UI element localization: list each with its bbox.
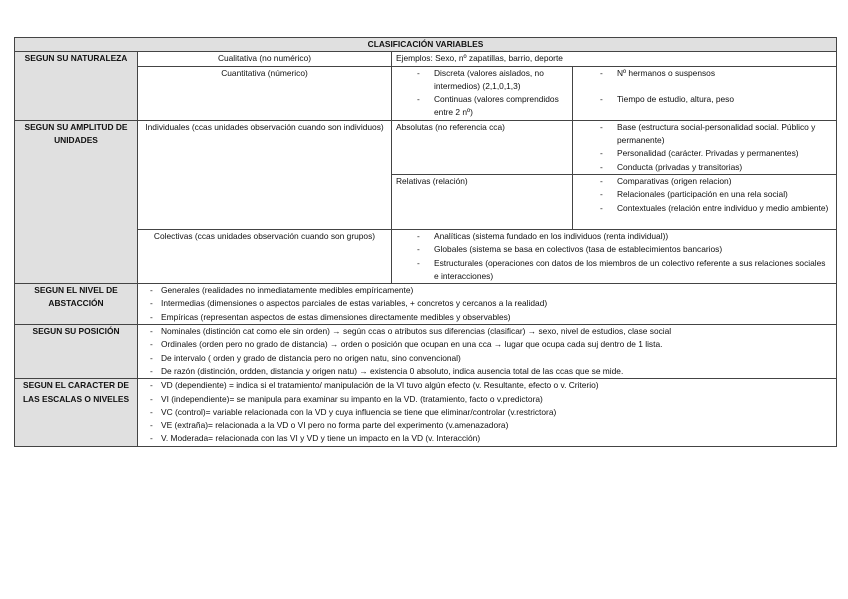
list-item: - Personalidad (carácter. Privadas y permanentes) [577,147,832,160]
list-item: - De intervalo ( orden y grado de distancia pero no origen natu, sino convencional) [142,352,832,365]
list-item: - Nominales (distinción cat como ele sin orden) → según ccas o atributos sus diferencias (clasificar) → sexo, nivel de estudios, clase social [142,325,832,338]
colectivas-list [392,229,837,283]
cuantitativa-examples [573,66,837,120]
list-item: - Empíricas (representan aspectos de estas dimensiones directamente medibles y observables) [142,311,832,324]
list-item: - Conducta (privadas y transitorias) [577,161,832,174]
row-header-caracter: SEGUN EL CARACTER DE LAS ESCALAS O NIVELES [15,379,138,446]
list-item: - De razón (distinción, ordden, distancia y origen natu) → existencia 0 absoluto, indica ausencia total de las ccas que se mide. [142,365,832,378]
row-header-nivel: SEGUN EL NIVEL DE ABSTACCIÓN [15,284,138,325]
list-item: - Generales (realidades no inmediatamente medibles empíricamente) [142,284,832,297]
posicion-list [138,325,837,379]
nivel-list [138,284,837,325]
list-item: - Base (estructura social-personalidad social. Público y permanente) [577,121,832,148]
absolutas-list [573,120,837,174]
list-item: - Nº hermanos o suspensos [577,67,832,80]
list-item: - Continuas (valores comprendidos entre 2 nº) [396,93,568,120]
absolutas-cell: Absolutas (no referencia cca) [392,120,573,174]
caracter-list [138,379,837,446]
table-title: CLASIFICACIÓN VARIABLES [15,38,837,52]
list-item: - Contextuales (relación entre individuo y medio ambiente) [577,202,832,215]
classification-table [14,37,837,447]
list-item: - Globales (sistema se basa en colectivos (tasa de establecimientos bancarios) [396,243,832,256]
list-item: - Discreta (valores aislados, no intermedios) (2,1,0,1,3) [396,67,568,94]
relativas-cell: Relativas (relación) [392,174,573,229]
cualitativa-examples: Ejemplos: Sexo, nº zapatillas, barrio, deporte [392,52,837,66]
list-item: - V. Moderada= relacionada con las VI y VD y tiene un impacto en la VD (v. Interacción) [142,432,832,445]
list-item: - VC (control)= variable relacionada con la VD y cuya influencia se tiene que eliminar/controlar (v.restrictora) [142,406,832,419]
list-item: - Intermedias (dimensiones o aspectos parciales de estas variables, + concretos y cercanos a la realidad) [142,297,832,310]
list-item: - Relacionales (participación en una rela social) [577,188,832,201]
list-item: - Analíticas (sistema fundado en los individuos (renta individual)) [396,230,832,243]
cualitativa-cell: Cualitativa (no numérico) [138,52,392,66]
row-header-posicion: SEGUN SU POSICIÓN [15,325,138,379]
list-item: - Comparativas (origen relacion) [577,175,832,188]
list-item: - Ordinales (orden pero no grado de distancia) → orden o posición que ocupan en una cca → lugar que ocupa cada suj dentro de 1 lista. [142,338,832,351]
row-header-naturaleza: SEGUN SU NATURALEZA [15,52,138,120]
list-item: - Estructurales (operaciones con datos de los miembros de un colectivo referente a sus relaciones sociales e interacciones) [396,257,832,284]
row-header-amplitud: SEGUN SU AMPLITUD DE UNIDADES [15,120,138,283]
list-item: - VD (dependiente) = indica si el tratamiento/ manipulación de la VI tuvo algún efecto (v. Resultante, efecto o v. Criterio) [142,379,832,392]
relativas-list [573,174,837,229]
list-item: - VI (independiente)= se manipula para examinar su impanto en la VD. (tratamiento, facto o v.predictora) [142,393,832,406]
individuales-cell: Individuales (ccas unidades observación cuando son individuos) [138,120,392,229]
cuantitativa-cell: Cuantitativa (númerico) [138,66,392,120]
list-item: - VE (extraña)= relacionada a la VD o VI pero no forma parte del experimento (v.amenazadora) [142,419,832,432]
cuantitativa-types [392,66,573,120]
colectivas-cell: Colectivas (ccas unidades observación cuando son grupos) [138,229,392,283]
list-item: - Tiempo de estudio, altura, peso [577,93,832,106]
